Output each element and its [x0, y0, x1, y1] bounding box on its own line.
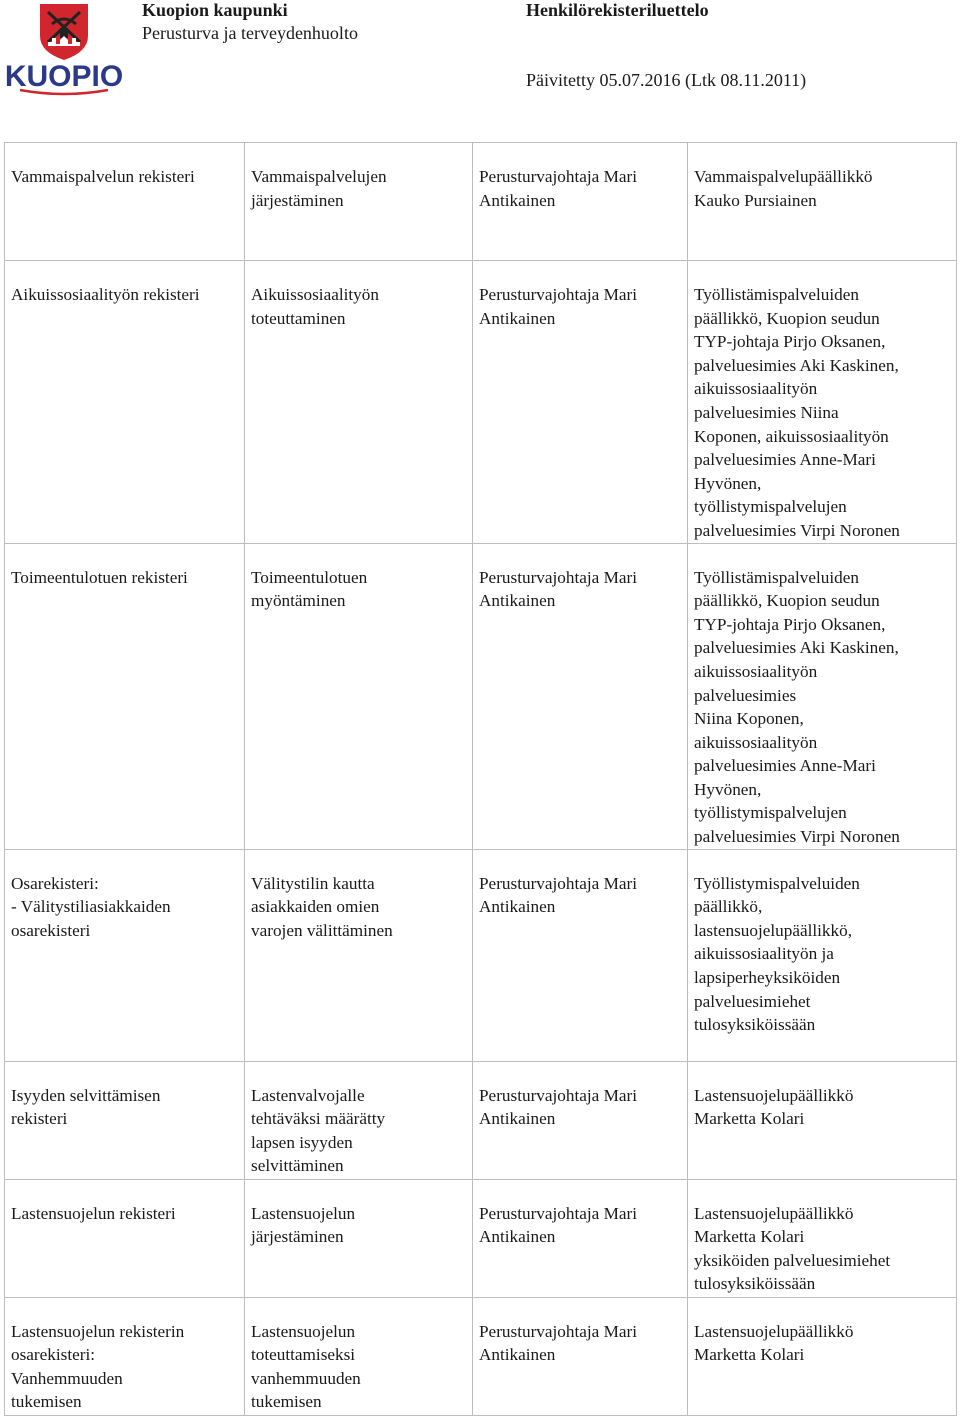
- register-purpose-cell: [245, 1179, 473, 1297]
- register-name-line: Lastensuojelun rekisteri: [11, 1203, 176, 1223]
- register-contact-line: tulosyksiköissään: [694, 1015, 816, 1035]
- register-contact-line: aikuissosiaalityön: [694, 661, 818, 681]
- register-name-cell: [5, 1179, 245, 1297]
- table-row: [5, 261, 957, 544]
- register-name-line: Aikuissosiaalityön rekisteri: [11, 285, 200, 304]
- register-purpose-line: tukemisen: [251, 1392, 322, 1412]
- register-contact-line: Työllistämispalveluiden: [694, 285, 859, 304]
- document-title: Henkilörekisteriluettelo: [526, 0, 709, 20]
- register-name: [11, 1084, 238, 1131]
- register-contact-line: palveluesimies Anne-Mari: [694, 756, 876, 776]
- register-contact-line: aikuissosiaalityön: [694, 379, 818, 399]
- register-name: [11, 283, 238, 307]
- register-purpose-line: selvittäminen: [251, 1156, 344, 1176]
- register-table: [4, 142, 957, 1416]
- register-contact: [694, 566, 950, 849]
- table-row: [5, 1179, 957, 1297]
- register-keeper-line: Perusturvajohtaja Mari: [479, 1085, 637, 1105]
- register-contact-line: päällikkö, Kuopion seudun: [694, 591, 880, 611]
- register-name: [11, 566, 238, 590]
- register-contact-line: palveluesimies: [694, 685, 797, 705]
- register-contact-line: työllistymispalvelujen: [694, 803, 847, 823]
- register-contact-line: TYP-johtaja Pirjo Oksanen,: [694, 614, 886, 634]
- register-purpose-cell: [245, 261, 473, 544]
- register-keeper-cell: [473, 543, 688, 849]
- register-contact-line: lapsiperheyksiköiden: [694, 968, 841, 988]
- register-name: [11, 1320, 238, 1414]
- register-purpose-line: varojen välittäminen: [251, 920, 393, 940]
- register-keeper: [479, 872, 681, 919]
- register-name: [11, 165, 238, 189]
- register-keeper-line: Antikainen: [479, 190, 556, 210]
- register-contact-line: Kauko Pursiainen: [694, 190, 817, 210]
- register-purpose-line: lapsen isyyden: [251, 1132, 353, 1152]
- register-contact: [694, 1202, 950, 1296]
- register-keeper-line: Antikainen: [479, 308, 556, 328]
- register-keeper: [479, 1202, 681, 1249]
- register-contact-line: Marketta Kolari: [694, 1345, 805, 1365]
- register-contact-cell: [688, 1297, 957, 1415]
- register-name-cell: [5, 1297, 245, 1415]
- register-name-line: Lastensuojelun rekisterin: [11, 1321, 185, 1341]
- register-keeper-line: Perusturvajohtaja Mari: [479, 873, 637, 893]
- register-purpose-cell: [245, 543, 473, 849]
- table-row: [5, 849, 957, 1061]
- register-name-line: Toimeentulotuen rekisteri: [11, 567, 188, 587]
- register-contact-line: Vammaispalvelupäällikkö: [694, 167, 873, 186]
- register-keeper: [479, 566, 681, 613]
- register-purpose-line: järjestäminen: [251, 190, 344, 210]
- register-contact-line: Hyvönen,: [694, 473, 762, 493]
- register-purpose: [251, 1320, 466, 1414]
- register-name-cell: [5, 849, 245, 1061]
- register-table-body: [5, 143, 957, 1416]
- register-purpose: [251, 283, 466, 330]
- register-keeper-cell: [473, 1297, 688, 1415]
- updated-date: Päivitetty 05.07.2016 (Ltk 08.11.2011): [526, 70, 807, 90]
- register-contact-line: Marketta Kolari: [694, 1109, 805, 1129]
- register-name-line: - Välitystiliasiakkaiden: [11, 897, 171, 917]
- register-keeper-line: Antikainen: [479, 897, 556, 917]
- register-contact-line: palveluesimiehet: [694, 991, 811, 1011]
- register-keeper: [479, 1084, 681, 1131]
- register-keeper-cell: [473, 261, 688, 544]
- register-purpose: [251, 872, 466, 943]
- register-name: [11, 1202, 238, 1226]
- register-keeper: [479, 1320, 681, 1367]
- register-contact-line: aikuissosiaalityön ja: [694, 944, 834, 964]
- register-purpose-line: vanhemmuuden: [251, 1368, 361, 1388]
- register-purpose-line: Toimeentulotuen: [251, 567, 368, 587]
- register-contact-line: työllistymispalvelujen: [694, 497, 847, 517]
- register-contact-cell: [688, 261, 957, 544]
- register-contact-line: palveluesimies Virpi Noronen: [694, 520, 900, 540]
- register-contact-line: lastensuojelupäällikkö,: [694, 920, 852, 940]
- register-keeper-line: Antikainen: [479, 1345, 556, 1365]
- register-keeper-line: Perusturvajohtaja Mari: [479, 1203, 637, 1223]
- register-name-line: osarekisteri:: [11, 1345, 95, 1365]
- register-keeper-cell: [473, 143, 688, 261]
- register-contact-line: Työllistymispalveluiden: [694, 873, 860, 893]
- register-contact-line: tulosyksiköissään: [694, 1274, 816, 1294]
- register-keeper-cell: [473, 849, 688, 1061]
- register-keeper-line: Antikainen: [479, 591, 556, 611]
- register-contact-line: Niina Koponen,: [694, 709, 804, 729]
- register-contact: [694, 1084, 950, 1131]
- register-contact-line: Hyvönen,: [694, 779, 762, 799]
- register-contact-line: TYP-johtaja Pirjo Oksanen,: [694, 332, 886, 352]
- page-header: [0, 0, 960, 142]
- register-purpose-line: Vammaispalvelujen: [251, 167, 387, 186]
- register-contact-line: päällikkö,: [694, 897, 763, 917]
- register-contact-cell: [688, 143, 957, 261]
- register-contact-line: palveluesimies Anne-Mari: [694, 450, 876, 470]
- register-name-cell: [5, 261, 245, 544]
- register-name-line: Vammaispalvelun rekisteri: [11, 167, 195, 186]
- register-purpose-cell: [245, 143, 473, 261]
- register-name-line: osarekisteri: [11, 920, 91, 940]
- register-contact-cell: [688, 543, 957, 849]
- register-purpose-line: Lastenvalvojalle: [251, 1085, 365, 1105]
- register-name-line: Vanhemmuuden: [11, 1368, 123, 1388]
- organization-name: Kuopion kaupunki: [142, 0, 288, 20]
- register-name: [11, 872, 238, 943]
- register-purpose-cell: [245, 1297, 473, 1415]
- register-name-line: Isyyden selvittämisen: [11, 1085, 161, 1105]
- register-keeper-cell: [473, 1179, 688, 1297]
- register-name-line: tukemisen: [11, 1392, 82, 1412]
- register-contact: [694, 283, 950, 543]
- register-keeper-line: Perusturvajohtaja Mari: [479, 167, 637, 186]
- register-purpose-line: toteuttaminen: [251, 308, 346, 328]
- table-row: [5, 543, 957, 849]
- register-contact: [694, 872, 950, 1037]
- register-keeper-cell: [473, 1061, 688, 1179]
- svg-text:KUOPIO: KUOPIO: [4, 60, 124, 93]
- register-purpose-cell: [245, 849, 473, 1061]
- register-contact-line: palveluesimies Virpi Noronen: [694, 827, 900, 847]
- register-purpose-line: Lastensuojelun: [251, 1203, 356, 1223]
- register-contact-line: palveluesimies Aki Kaskinen,: [694, 355, 899, 375]
- register-purpose-line: Lastensuojelun: [251, 1321, 356, 1341]
- register-keeper-line: Perusturvajohtaja Mari: [479, 285, 637, 304]
- register-contact-line: yksiköiden palveluesimiehet: [694, 1250, 891, 1270]
- register-purpose-line: Aikuissosiaalityön: [251, 285, 379, 304]
- register-purpose: [251, 1202, 466, 1249]
- kuopio-logo: [4, 2, 124, 96]
- register-keeper-line: Antikainen: [479, 1109, 556, 1129]
- organization-unit: Perusturva ja terveydenhuolto: [142, 23, 358, 43]
- register-keeper-line: Perusturvajohtaja Mari: [479, 567, 637, 587]
- register-contact-cell: [688, 849, 957, 1061]
- register-purpose: [251, 1084, 466, 1178]
- table-row: [5, 1297, 957, 1415]
- register-purpose-line: asiakkaiden omien: [251, 897, 380, 917]
- register-contact-cell: [688, 1179, 957, 1297]
- register-contact-line: päällikkö, Kuopion seudun: [694, 308, 880, 328]
- register-name-line: rekisteri: [11, 1109, 68, 1129]
- register-contact-line: Lastensuojelupäällikkö: [694, 1085, 854, 1105]
- register-name-cell: [5, 1061, 245, 1179]
- register-contact-line: Marketta Kolari: [694, 1227, 805, 1247]
- register-purpose: [251, 566, 466, 613]
- register-contact-line: Lastensuojelupäällikkö: [694, 1321, 854, 1341]
- register-contact-line: Työllistämispalveluiden: [694, 567, 859, 587]
- register-contact: [694, 165, 950, 212]
- register-keeper-line: Perusturvajohtaja Mari: [479, 1321, 637, 1341]
- register-name-line: Osarekisteri:: [11, 873, 99, 893]
- register-purpose: [251, 165, 466, 212]
- register-keeper: [479, 283, 681, 330]
- register-contact-line: aikuissosiaalityön: [694, 732, 818, 752]
- register-contact-line: Koponen, aikuissosiaalityön: [694, 426, 889, 446]
- register-purpose-line: järjestäminen: [251, 1227, 344, 1247]
- register-keeper-line: Antikainen: [479, 1227, 556, 1247]
- register-contact-line: Lastensuojelupäällikkö: [694, 1203, 854, 1223]
- register-purpose-cell: [245, 1061, 473, 1179]
- register-purpose-line: myöntäminen: [251, 591, 346, 611]
- register-purpose-line: toteuttamiseksi: [251, 1345, 356, 1365]
- register-purpose-line: Välitystilin kautta: [251, 873, 375, 893]
- register-purpose-line: tehtäväksi määrätty: [251, 1109, 386, 1129]
- register-contact-line: palveluesimies Aki Kaskinen,: [694, 638, 899, 658]
- register-contact-cell: [688, 1061, 957, 1179]
- register-name-cell: [5, 543, 245, 849]
- register-name-cell: [5, 143, 245, 261]
- register-contact: [694, 1320, 950, 1367]
- table-row: [5, 1061, 957, 1179]
- register-contact-line: palveluesimies Niina: [694, 402, 839, 422]
- table-row: [5, 143, 957, 261]
- register-keeper: [479, 165, 681, 212]
